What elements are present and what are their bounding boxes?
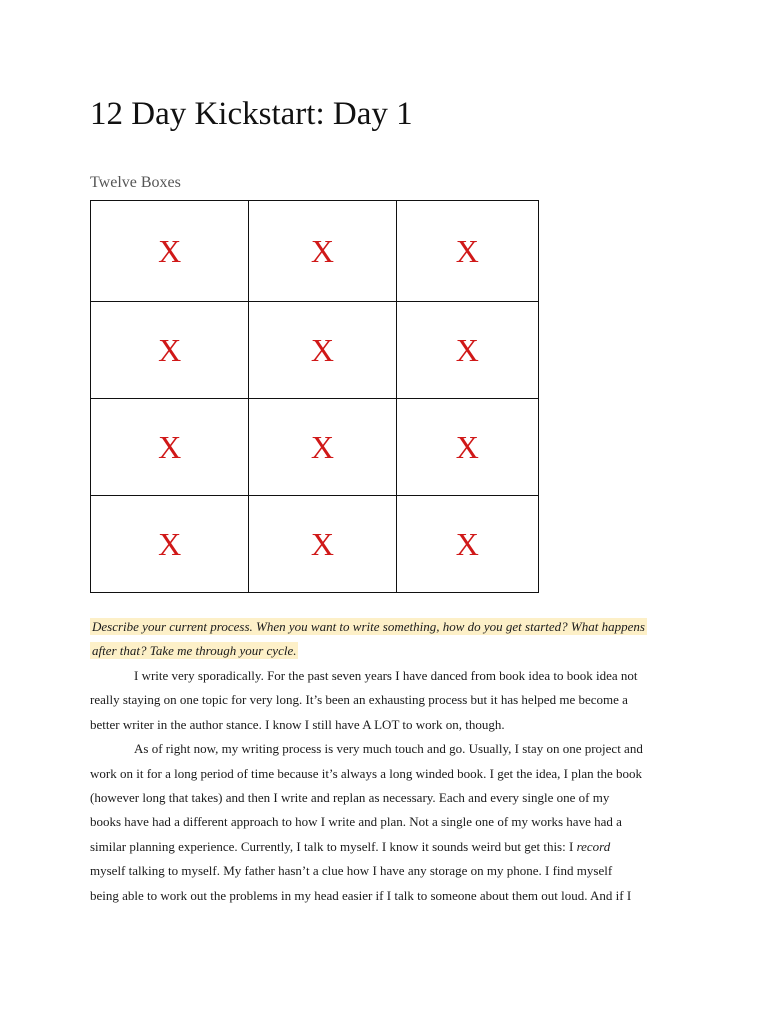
grid-cell: X <box>249 302 396 399</box>
grid-cell: X <box>396 399 538 496</box>
paragraph-line: better writer in the author stance. I know I still have A LOT to work on, though. <box>90 716 505 732</box>
document-title: 12 Day Kickstart: Day 1 <box>90 96 413 132</box>
paragraph-line: books have had a different approach to how I write and plan. Not a single one of my works have had a <box>90 814 622 830</box>
paragraph-line-text: similar planning experience. Currently, I talk to myself. I know it sounds weird but get this: I <box>90 838 577 854</box>
emphasis-word: record <box>576 838 611 854</box>
twelve-boxes-grid <box>90 200 539 593</box>
paragraph-line: (however long that takes) and then I write and replan as necessary. Each and every single one of my <box>90 790 610 806</box>
grid-cell: X <box>396 496 538 593</box>
paragraph-line: myself talking to myself. My father hasn’t a clue how I have any storage on my phone. I find myself <box>90 863 613 879</box>
writing-prompt <box>90 615 690 663</box>
paragraph-line: I write very sporadically. For the past seven years I have danced from book idea to book idea not <box>134 668 638 683</box>
paragraph <box>90 737 690 908</box>
grid-cell: X <box>396 201 538 302</box>
grid-cell: X <box>91 302 249 399</box>
section-label: Twelve Boxes <box>90 174 181 191</box>
grid-cell: X <box>91 496 249 593</box>
grid-cell: X <box>396 302 538 399</box>
grid-row <box>91 201 539 302</box>
grid-row <box>91 496 539 593</box>
prompt-line: Describe your current process. When you want to write something, how do you get started? What happens <box>92 619 645 634</box>
grid-row <box>91 302 539 399</box>
paragraph <box>90 664 690 737</box>
prompt-line: after that? Take me through your cycle. <box>92 643 297 658</box>
grid-row <box>91 399 539 496</box>
response-body <box>90 664 690 908</box>
grid-cell: X <box>91 399 249 496</box>
paragraph-line: As of right now, my writing process is very much touch and go. Usually, I stay on one project and <box>134 741 643 757</box>
grid-cell: X <box>249 201 396 302</box>
paragraph-line <box>90 835 690 859</box>
paragraph-line: being able to work out the problems in my head easier if I talk to someone about them out loud. And if I <box>90 887 632 903</box>
grid-cell: X <box>91 201 249 302</box>
grid-cell: X <box>249 496 396 593</box>
grid-cell: X <box>249 399 396 496</box>
paragraph-line: work on it for a long period of time because it’s always a long winded book. I get the idea, I plan the book <box>90 765 642 781</box>
paragraph-line: really staying on one topic for very long. It’s been an exhausting process but it has helped me become a <box>90 692 628 708</box>
